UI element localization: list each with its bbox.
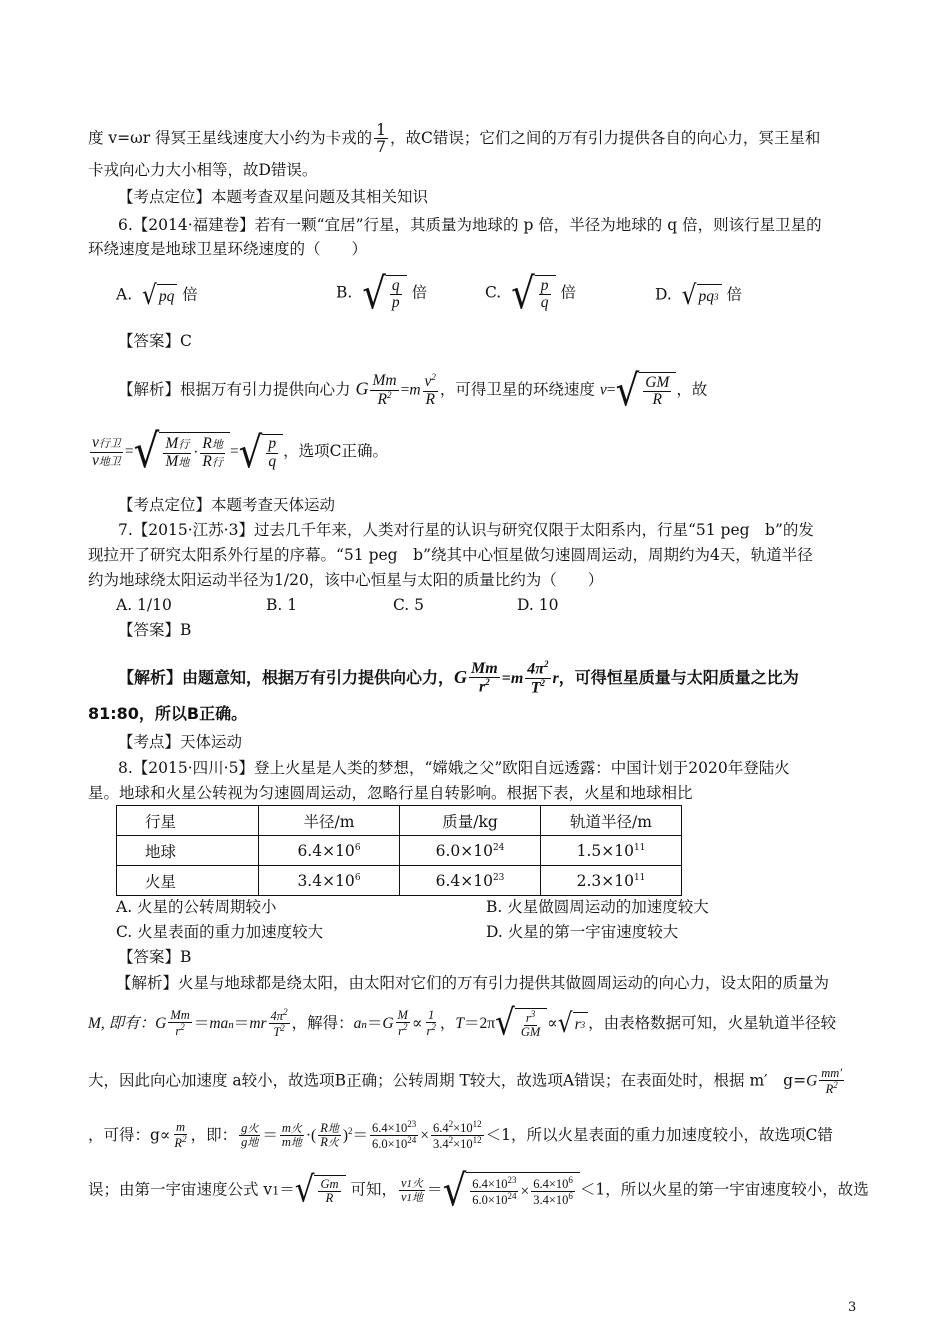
paragraph-line: 卡戎向心力大小相等，故D错误。 [88, 161, 318, 179]
exponent: 11 [633, 842, 646, 853]
answer-label: 【答案】C [118, 332, 192, 350]
option-c: C. 火星表面的重力加速度较大 [116, 923, 324, 941]
radicand: pq [698, 287, 714, 305]
text-segment: ，选项C正确。 [283, 442, 388, 461]
option-b: B. 火星做圆周运动的加速度较大 [486, 898, 709, 916]
option-label: A. [116, 285, 133, 304]
exponent: 6 [354, 842, 361, 853]
analysis-line: 【解析】火星与地球都是绕太阳，由太阳对它们的万有引力提供其做圆周运动的向心力，设太阳的质量为 [116, 974, 830, 992]
option-a: A. 1/10 [116, 596, 172, 614]
question-7-options [116, 595, 558, 615]
sqrt-expression: √ pq 3 [682, 284, 722, 307]
option-a: A. 火星的公转周期较小 [116, 898, 277, 916]
text-segment: ＜1，所以火星的第一宇宙速度较小，故选 [579, 1180, 869, 1199]
table-cell: 火星 [117, 866, 259, 896]
option-a [116, 279, 198, 312]
value: 6.0×10 [435, 841, 493, 860]
analysis-line: M, 即有：G $\frac{Mm}{r^2}$ ＝man＝mr $\frac{4\pi^2}{T^2}$ ，解得：an＝G $\frac{M}{r^2}$ ∝ $\frac{1}{r^2}$ ，T＝2π √ $\frac{r^3}{GM}$ ∝ √ r 3 ，由表格数据可知，火星轨道半径较 [88, 1002, 837, 1044]
option-d [655, 279, 742, 312]
sqrt-expression: √ $\frac{q}{p}$ [362, 275, 406, 312]
question-6-stem: 6.【2014·福建卷】若有一颗“宜居”行星，其质量为地球的 p 倍，半径为地球的 q 倍，则该行星卫星的 [118, 216, 822, 234]
value: 2.3×10 [576, 871, 634, 890]
planet-data-table [116, 805, 682, 896]
bei-text: 倍 [182, 285, 198, 304]
bei-text: 倍 [411, 283, 428, 302]
table-cell [541, 866, 682, 896]
paragraph-line [88, 122, 820, 156]
numerator: p [540, 276, 549, 294]
text-segment: ，可得：g∝ [88, 1125, 171, 1144]
kaodian-label: 【考点定位】本题考查天体运动 [118, 496, 336, 514]
text-segment: ，解得： [291, 1013, 354, 1032]
kaodian-label: 【考点定位】本题考查双星问题及其相关知识 [118, 188, 429, 206]
text-segment: ，由表格数据可知，火星轨道半径较 [588, 1013, 837, 1032]
bei-text: 倍 [560, 283, 576, 302]
table-header: 行星 [117, 806, 259, 836]
table-header: 轨道半径/m [541, 806, 682, 836]
exponent: 24 [492, 842, 505, 853]
option-label: C. [485, 283, 502, 302]
sqrt-expression: √ pq [142, 284, 177, 307]
question-8-stem-cont: 星。地球和火星公转视为匀速圆周运动，忽略行星自转影响。根据下表，火星和地球相比 [88, 784, 693, 802]
text-segment: ，故C错误；它们之间的万有引力提供各自的向心力，冥王星和 [390, 128, 821, 147]
answer-label: 【答案】B [118, 948, 192, 966]
exponent: 3 [714, 291, 719, 302]
question-6-stem-cont: 环绕速度是地球卫星环绕速度的（ ） [88, 240, 368, 258]
option-label: B. [336, 283, 353, 302]
text-segment: ＜1，所以火星表面的重力加速度较小，故选项C错 [485, 1125, 833, 1144]
denominator: q [540, 294, 549, 312]
option-d: D. 10 [517, 596, 559, 614]
numerator: 1 [376, 121, 387, 139]
analysis-line: 误；由第一宇宙速度公式 v1＝ √ $\frac{Gm}{R}$ 可知， $\frac{\text{v1火}}{\text{v1地}}$ ＝ √ $\frac{6.4\times 10^{23}}{6.0\times 10^{24}}$ × $\frac{6.4\times 10^6}{3.4\times 10^6}$ ＜1，所以火星的第一宇宙速度较小，故选 [88, 1164, 869, 1216]
denominator: 7 [376, 138, 387, 157]
text-segment: ，可得恒星质量与太阳质量之比为 [558, 668, 799, 688]
exponent: 11 [633, 872, 646, 883]
table-cell [259, 836, 400, 866]
table-cell: 地球 [117, 836, 259, 866]
bei-text: 倍 [726, 285, 742, 304]
text-segment: 误；由第一宇宙速度公式 v [88, 1180, 273, 1199]
option-b: B. 1 [266, 596, 298, 614]
text-segment: 度 v=ωr 得冥王星线速度大小约为卡戎的 [88, 128, 373, 147]
exponent: 6 [354, 872, 361, 883]
value: 1.5×10 [576, 841, 634, 860]
value: 3.4×10 [297, 871, 355, 890]
option-c: C. 5 [393, 596, 425, 614]
question-7-stem: 7.【2015·江苏·3】过去几千年来，人类对行星的认识与研究仅限于太阳系内，行星“51 peg b”的发 [118, 521, 814, 539]
question-7-stem-cont: 约为地球绕太阳运动半径为1/20，该中心恒星与太阳的质量比约为（ ） [88, 571, 604, 589]
text-segment: 【解析】根据万有引力提供向心力 [118, 380, 351, 399]
value: 6.4×10 [435, 871, 493, 890]
analysis-line: 【解析】由题意知，根据万有引力提供向心力，G $\frac{Mm}{r^2}$ =m $\frac{4\pi^2}{T^2}$ r，可得恒星质量与太阳质量之比为 [118, 659, 799, 697]
table-cell [400, 866, 541, 896]
analysis-line: ，可得：g∝ $\frac{m}{R^2}$ ，即： $\frac{\text{g火}}{\text{g地}}$ ＝ $\frac{\text{m火}}{\text{m地}}$ ·( $\frac{\text{R地}}{\text{R火}}$ )$^2$＝ $\frac{6.4\times 10^{23}}{6.0\times 10^{24}}$ × $\frac{6.4^2\times 10^{12}}{3.4^2\times 10^{12}}$ ＜1，所以火星表面的重力加速度较小，故选项C错 [88, 1119, 833, 1152]
table-row [117, 866, 682, 896]
exponent: 23 [492, 872, 505, 883]
option-label: D. [655, 285, 672, 304]
analysis-line: 大，因此向心加速度 a较小，故选项B正确；公转周期 T较大，故选项A错误；在表面处时，根据 m′ g=G $\frac{mm'}{R^2}$ [88, 1066, 843, 1097]
numerator: q [391, 276, 400, 294]
sqrt-expression: √ $\frac{p}{q}$ [511, 275, 555, 312]
table-header: 半径/m [259, 806, 400, 836]
table-header-row [117, 806, 682, 836]
text-segment: 【解析】由题意知，根据万有引力提供向心力， [118, 668, 455, 688]
value: 6.4×10 [297, 841, 355, 860]
text-segment: ，可得卫星的环绕速度 [439, 380, 595, 399]
page-number: 3 [848, 1300, 857, 1315]
table-row [117, 836, 682, 866]
option-b [336, 267, 428, 319]
table-header: 质量/kg [400, 806, 541, 836]
table-cell [400, 836, 541, 866]
denominator: p [391, 294, 400, 312]
question-7-stem-cont: 现拉开了研究太阳系外行星的序幕。“51 peg b”绕其中心恒星做匀速圆周运动，周期约为4天，轨道半径 [88, 546, 813, 564]
kaodian-label: 【考点】天体运动 [118, 733, 243, 751]
text-segment: 大，因此向心加速度 a [88, 1071, 242, 1090]
fraction [374, 122, 388, 156]
text-segment: 较小，故选项B正确；公转周期 T较大，故选项A错误；在表面处时，根据 m′ g= [241, 1071, 807, 1090]
text-segment: M, 即有： [88, 1014, 156, 1032]
table-cell [541, 836, 682, 866]
question-8-stem: 8.【2015·四川·5】登上火星是人类的梦想，“嫦娥之父”欧阳自远透露：中国计划于2020年登陆火 [118, 759, 790, 777]
radicand: pq [157, 284, 178, 307]
option-d: D. 火星的第一宇宙速度较大 [486, 923, 679, 941]
text-segment: ，故 [676, 380, 708, 399]
text-segment: ，即： [190, 1125, 238, 1144]
analysis-line: 81:80，所以B正确。 [88, 704, 248, 723]
analysis-line: 【解析】根据万有引力提供向心力 G $\frac{Mm}{R^2}$ =m $\frac{v^2}{R}$ ，可得卫星的环绕速度 v= √ $\frac{GM}{R}$ ，故 [118, 364, 708, 416]
option-c [485, 267, 576, 319]
table-cell [259, 866, 400, 896]
answer-label: 【答案】B [118, 621, 192, 639]
text-segment: 可知， [350, 1180, 397, 1199]
analysis-line: $\frac{\text{v行卫}}{\text{v地卫}}$ = √ $\frac{\text{M行}}{\text{M地}}$ · $\frac{\text{R地}}{\text{R行}}$ = √ $\frac{p}{q}$ ，选项C正确。 [92, 424, 388, 479]
